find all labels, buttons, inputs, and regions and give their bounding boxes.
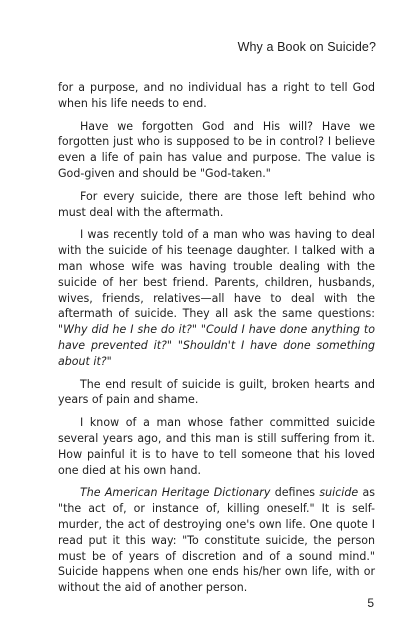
paragraph: For every suicide, there are those left behind who must deal with the aftermath. xyxy=(58,189,375,219)
paragraph-text: defines xyxy=(270,486,320,500)
book-title: The American Heritage Dictionary xyxy=(80,486,271,500)
paragraph: Have we forgotten God and His will? Have we forgotten just who is supposed to be in control? I believe even a life of pain has value and purpose. The value is God-given and should be "God-taken." xyxy=(58,119,375,180)
paragraph: I know of a man whose father committed suicide several years ago, and this man is still suffering from it. How painful it is to have to tell someone that his loved one died at his own hand. xyxy=(58,416,375,477)
paragraph: for a purpose, and no individual has a right to tell God when his life needs to end. xyxy=(58,81,375,110)
page-number: 5 xyxy=(367,596,374,610)
paragraph: The end result of suicide is guilt, broken hearts and years of pain and shame. xyxy=(58,377,375,407)
paragraph-text: as "the act of, or instance of, killing oneself." It is self-murder, the act of destroying one's own life. One quote I read put it this way: "To constitute suicide, the person must be of years of discretion and of a sound mind." Suicide happens when one ends his/her own life, with or without the aid of another person. xyxy=(58,486,376,595)
defined-term: suicide xyxy=(319,486,359,500)
body-text xyxy=(58,80,375,603)
quoted-questions: "Why did he I she do it?" "Could I have done anything to have prevented it?" "Shouldn't I have done something about it?" xyxy=(58,323,375,368)
running-head: Why a Book on Suicide? xyxy=(237,40,376,54)
paragraph xyxy=(58,485,375,596)
paragraph xyxy=(58,227,375,369)
paragraph-text: I was recently told of a man who was having to deal with the suicide of his teenage daughter. I talked with a man whose wife was having trouble dealing with the suicide of her best friend. Parents, children, husbands, wives, friends, relatives—all have to deal with the aftermath of suicide. They all ask the same questions: xyxy=(58,228,375,321)
